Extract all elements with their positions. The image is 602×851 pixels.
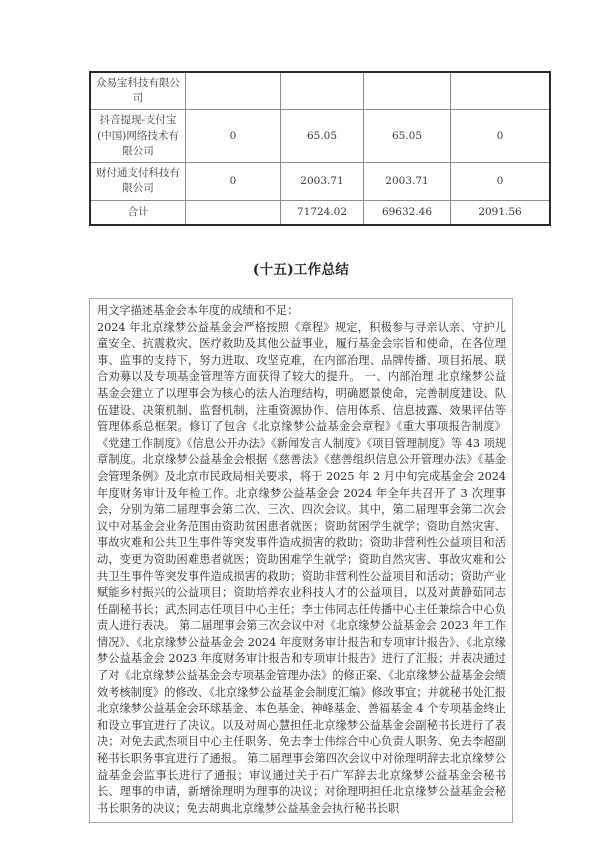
table-cell-col1: 0 [186, 163, 281, 200]
table-row [90, 110, 550, 163]
table-cell-total-col3: 69632.46 [364, 200, 451, 225]
table-cell-col3: 65.05 [364, 110, 451, 163]
table-cell-total-col1 [186, 200, 281, 225]
table-cell-col2 [281, 72, 364, 110]
table-cell-col4: 0 [451, 110, 551, 163]
table-cell-col3: 2003.71 [364, 163, 451, 200]
table-cell-org: 抖音提现-支付宝(中国)网络技术有限公司 [90, 110, 186, 163]
financial-table-container [89, 71, 522, 226]
table-row [90, 72, 550, 110]
payment-channel-table [89, 71, 551, 226]
work-summary-textbox [89, 298, 513, 823]
table-cell-org: 众易宝科技有限公司 [90, 72, 186, 110]
table-cell-col4 [451, 72, 551, 110]
table-cell-col1 [186, 72, 281, 110]
table-cell-org: 财付通支付科技有限公司 [90, 163, 186, 200]
table-cell-col2: 2003.71 [281, 163, 364, 200]
summary-prompt-label: 用文字描述基金会本年度的成绩和不足： [97, 304, 299, 317]
table-row-total [90, 200, 550, 225]
section-heading: (十五)工作总结 [252, 262, 350, 278]
table-cell-col3 [364, 72, 451, 110]
table-cell-total-col4: 2091.56 [451, 200, 551, 225]
table-row [90, 163, 550, 200]
table-body [90, 72, 550, 225]
table-cell-total-label: 合计 [90, 200, 186, 225]
table-cell-col2: 65.05 [281, 110, 364, 163]
table-cell-total-col2: 71724.02 [281, 200, 364, 225]
table-cell-col1: 0 [186, 110, 281, 163]
summary-body-text: 2024 年北京缘梦公益基金会严格按照《章程》规定，积极参与寻亲认亲、守护儿童安全、抗震救灾、医疗救助及其他公益事业，履行基金会宗旨和使命，在各位理事、监事的支持下，努力进取、攻坚克难，在内部治理、品牌传播、项目拓展、联合劝募以及专项基金管理等方面获得了较大的提升。 一、内部治理 北京缘梦公益基金会建立了以理事会为核心的法人治理结构，明确愿景使命，完善制度建设、队伍建设、决策机制、监督机制，注重资源协作、信用体系、信息披露、效果评估等管理体系总框架。修订了包含《北京缘梦公益基金会章程》《重大事项报告制度》《党建工作制度》《信息公开办法》《新闻发言人制度》《项目管理制度》等 43 项规章制度。北京缘梦公益基金会根据《慈善法》《慈善组织信息公开管理办法》《基金会管理条例》及北京市民政局相关要求，将于 2025 年 2 月中旬完成基金会 2024 年度财务审计及年检工作。北京缘梦公益基金会 2024 年全年共召开了 3 次理事会，分别为第二届理事会第二次、三次、四次会议。其中，第二届理事会第二次会议中对基金会业务范围由资助贫困患者就医；资助贫困学生就学；资助自然灾害、事故灾难和公共卫生事件等突发事件造成损害的救助；资助非营利性公益项目和活动，变更为资助困难患者就医；资助困难学生就学；资助自然灾害、事故灾难和公共卫生事件等突发事件造成损害的救助；资助非营利性公益项目和活动；资助产业赋能乡村振兴的公益项目；资助培养农业科技人才的公益项目，以及对黄静茹同志任副秘书长；武杰同志任项目中心主任；李士伟同志任传播中心主任兼综合中心负责人进行表决。 第二届理事会第三次会议中对《北京缘梦公益基金会 2023 年工作情况》、《北京缘梦公益基金会 2024 年度财务审计报告和专项审计报告》、《北京缘梦公益基金会 2023 年度财务审计报告和专项审计报告》进行了汇报；并表决通过了对《北京缘梦公益基金会专项基金管理办法》的修正案、《北京缘梦公益基金会绩效考核制度》的修改、《北京缘梦公益基金会制度汇编》修改事宜；并就秘书处汇报北京缘梦公益基金会环球基金、本色基金、神峰基金、善福基金 4 个专项基金终止和设立事宜进行了决议。以及对周心慧担任北京缘梦公益基金会副秘书长进行了表决；对免去武杰项目中心主任职务、免去李士伟综合中心负责人职务、免去李超副秘书长职务事宜进行了通报。 第二届理事会第四次会议中对徐理明辞去北京缘梦公益基金会监事长进行了通报；审议通过关于石广军辞去北京缘梦公益基金会秘书长、理事的申请，新增徐理明为理事的决议；对徐理明担任北京缘梦公益基金会秘书长职务的决议；免去胡典北京缘梦公益基金会执行秘书长职 [97, 320, 506, 815]
table-cell-col4: 0 [451, 163, 551, 200]
